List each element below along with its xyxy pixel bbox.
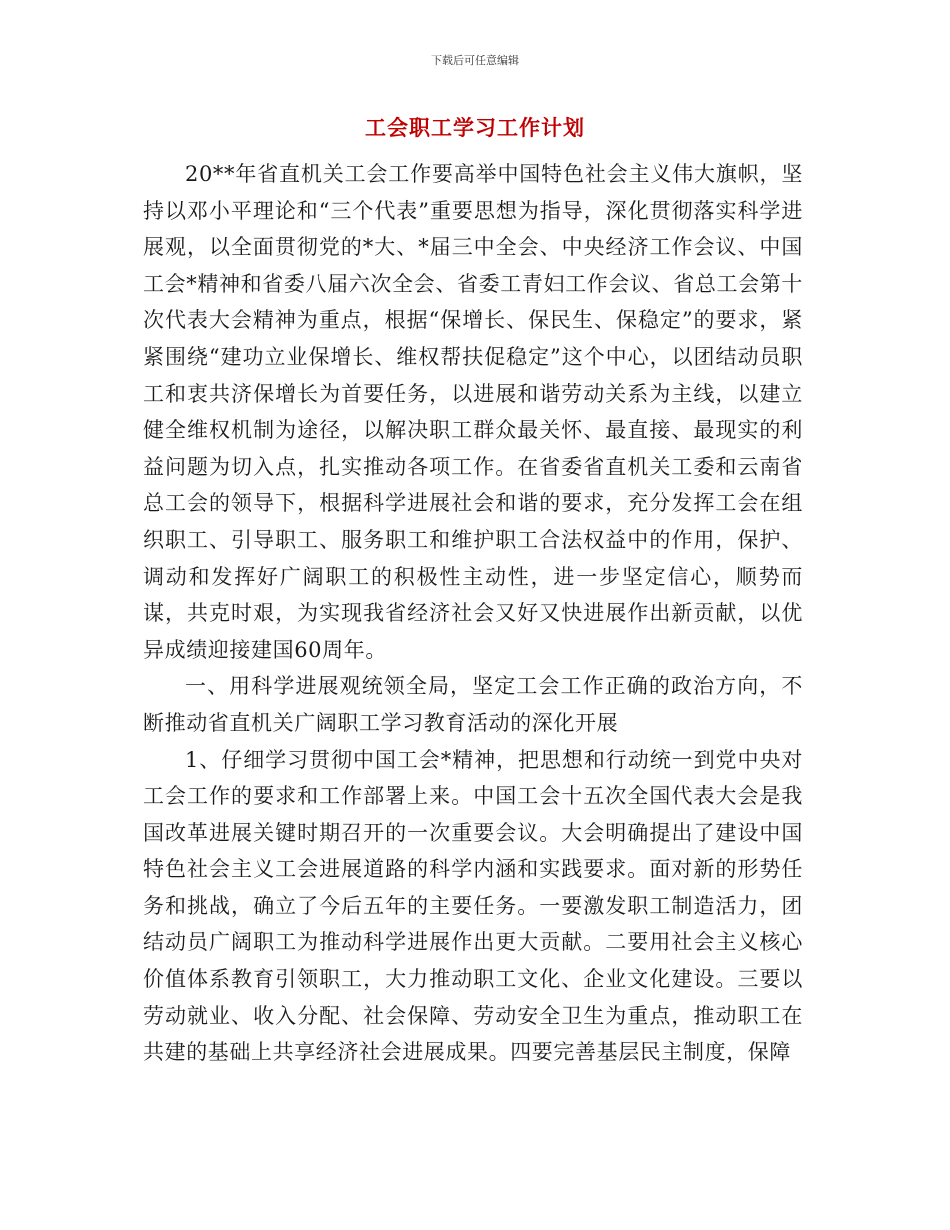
page-header: 下载后可任意编辑 xyxy=(431,54,519,67)
document-body xyxy=(143,156,803,1071)
paragraph-item-1: 1、仔细学习贯彻中国工会*精神，把思想和行动统一到党中央对工会工作的要求和工作部署上来。中国工会十五次全国代表大会是我国改革进展关键时期召开的一次重要会议。大会明确提出了建设中国特色社会主义工会进展道路的科学内涵和实践要求。面对新的形势任务和挑战，确立了今后五年的主要任务。一要激发职工制造活力，团结动员广阔职工为推动科学进展作出更大贡献。二要用社会主义核心价值体系教育引领职工，大力推动职工文化、企业文化建设。三要以劳动就业、收入分配、社会保障、劳动安全卫生为重点，推动职工在共建的基础上共享经济社会进展成果。四要完善基层民主制度，保障 xyxy=(143,747,803,1065)
paragraph-section-heading: 一、用科学进展观统领全局，坚定工会工作正确的政治方向，不断推动省直机关广阔职工学习教育活动的深化开展 xyxy=(143,674,803,735)
paragraph-intro: 20**年省直机关工会工作要高举中国特色社会主义伟大旗帜，坚持以邓小平理论和“三个代表”重要思想为指导，深化贯彻落实科学进展观，以全面贯彻党的*大、*届三中全会、中央经济工作会议、中国工会*精神和省委八届六次全会、省委工青妇工作会议、省总工会第十次代表大会精神为重点，根据“保增长、保民生、保稳定”的要求，紧紧围绕“建功立业保增长、维权帮扶促稳定”这个中心，以团结动员职工和衷共济保增长为首要任务，以进展和谐劳动关系为主线，以建立健全维权机制为途径，以解决职工群众最关怀、最直接、最现实的利益问题为切入点，扎实推动各项工作。在省委省直机关工委和云南省总工会的领导下，根据科学进展社会和谐的要求，充分发挥工会在组织职工、引导职工、服务职工和维护职工合法权益中的作用，保护、调动和发挥好广阔职工的积极性主动性，进一步坚定信心，顺势而谋，共克时艰，为实现我省经济社会又好又快进展作出新贡献，以优异成绩迎接建国60周年。 xyxy=(143,162,803,662)
document-title: 工会职工学习工作计划 xyxy=(365,116,585,140)
